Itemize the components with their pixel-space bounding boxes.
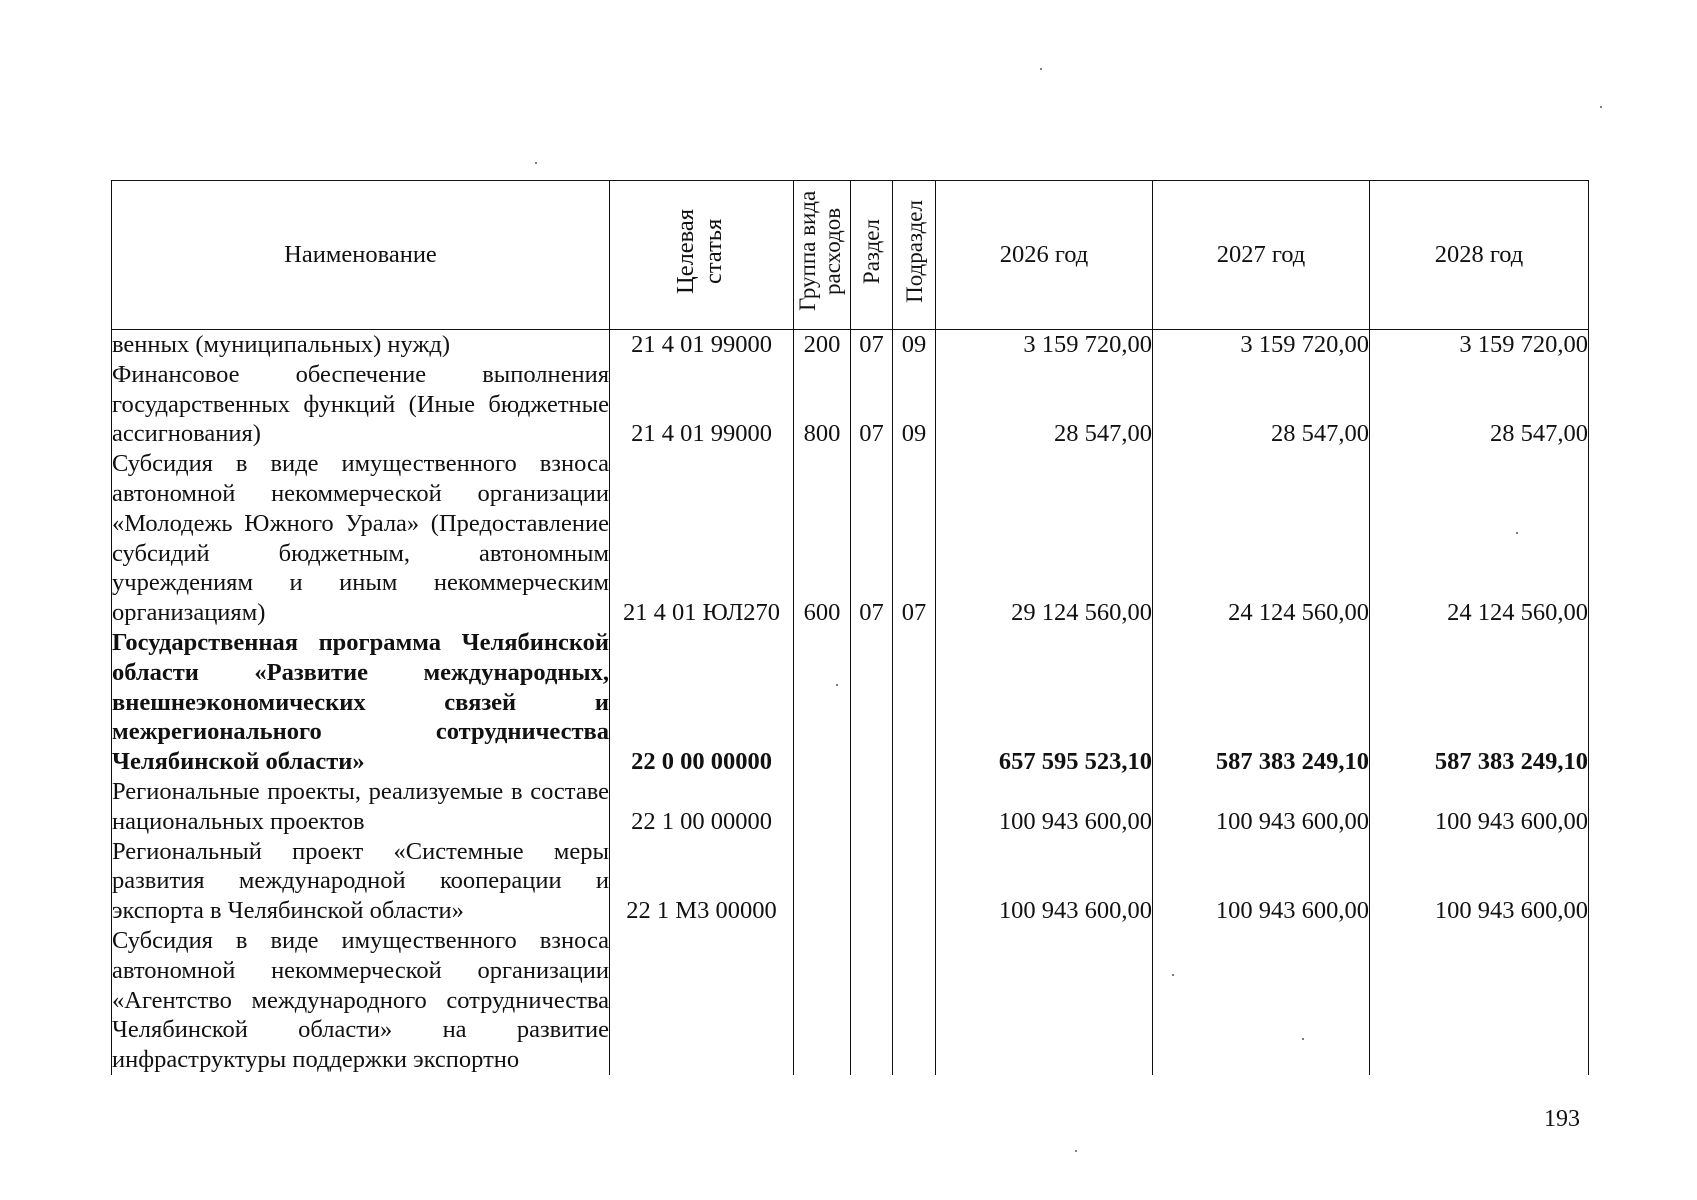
cell-amount-2026: 657 595 523,10 xyxy=(936,628,1153,777)
cell-subsection xyxy=(893,837,936,926)
table-row xyxy=(112,926,1589,1075)
cell-name: Субсидия в виде имущественного взноса автономной некоммерческой организации «Агентство международного сотрудничества Челябинской области» на развитие инфраструктуры поддержки экспортно xyxy=(112,926,609,1074)
cell-subsection xyxy=(893,777,936,837)
table-body xyxy=(112,330,1589,1075)
cell-amount-2026: 100 943 600,00 xyxy=(936,837,1153,926)
header-target-article: Целевая статья xyxy=(610,181,794,330)
cell-name: Государственная программа Челябинской области «Развитие международных, внешнеэкономических связей и межрегионального сотрудничества Челябинской области» xyxy=(112,628,609,776)
cell-amount-2027: 100 943 600,00 xyxy=(1153,777,1370,837)
header-year-2026: 2026 год xyxy=(936,181,1153,330)
scan-speck xyxy=(535,162,537,164)
cell-amount-2027: 24 124 560,00 xyxy=(1153,449,1370,628)
cell-section: 07 xyxy=(851,449,893,628)
cell-amount-2028: 100 943 600,00 xyxy=(1370,837,1589,926)
scan-speck xyxy=(1172,974,1174,976)
cell-amount-2028: 28 547,00 xyxy=(1370,360,1589,449)
cell-name: Субсидия в виде имущественного взноса автономной некоммерческой организации «Молодежь Южного Урала» (Предоставление субсидий бюджетным, автономным учреждениям и иным некоммерческим организациям) xyxy=(112,450,609,627)
cell-amount-2026: 29 124 560,00 xyxy=(936,449,1153,628)
table-row xyxy=(112,330,1589,360)
cell-amount-2028: 587 383 249,10 xyxy=(1370,628,1589,777)
scan-speck xyxy=(836,684,838,686)
cell-amount-2027: 587 383 249,10 xyxy=(1153,628,1370,777)
cell-name: Региональные проекты, реализуемые в составе национальных проектов xyxy=(112,777,609,835)
cell-name: Региональный проект «Системные меры развития международной кооперации и экспорта в Челябинской области» xyxy=(112,837,609,925)
scan-speck xyxy=(1075,1150,1077,1152)
cell-expense-group xyxy=(794,926,851,1075)
page-number: 193 xyxy=(1544,1106,1580,1132)
scan-speck xyxy=(1600,106,1602,108)
cell-amount-2026: 28 547,00 xyxy=(936,360,1153,449)
scan-speck xyxy=(1040,68,1042,70)
cell-amount-2028: 100 943 600,00 xyxy=(1370,777,1589,837)
table-row xyxy=(112,777,1589,837)
cell-name: венных (муниципальных) нужд) xyxy=(112,330,610,360)
cell-expense-group: 800 xyxy=(794,360,851,449)
cell-target-article: 21 4 01 ЮЛ270 xyxy=(610,449,794,628)
cell-amount-2028 xyxy=(1370,926,1589,1075)
scan-speck xyxy=(1302,1038,1304,1040)
table-row xyxy=(112,837,1589,926)
cell-amount-2026 xyxy=(936,926,1153,1075)
cell-target-article: 22 1 М3 00000 xyxy=(610,837,794,926)
header-year-2028: 2028 год xyxy=(1370,181,1589,330)
cell-section xyxy=(851,926,893,1075)
cell-amount-2026: 3 159 720,00 xyxy=(936,330,1153,360)
cell-amount-2028: 3 159 720,00 xyxy=(1370,330,1589,360)
cell-expense-group: 200 xyxy=(794,330,851,360)
table-row xyxy=(112,628,1589,777)
cell-name: Финансовое обеспечение выполнения государственных функций (Иные бюджетные ассигнования) xyxy=(112,360,609,448)
cell-target-article: 22 1 00 00000 xyxy=(610,777,794,837)
table-row xyxy=(112,449,1589,628)
cell-amount-2027: 100 943 600,00 xyxy=(1153,837,1370,926)
cell-amount-2027 xyxy=(1153,926,1370,1075)
cell-expense-group xyxy=(794,837,851,926)
cell-section xyxy=(851,628,893,777)
cell-target-article: 21 4 01 99000 xyxy=(610,330,794,360)
cell-section xyxy=(851,777,893,837)
cell-section: 07 xyxy=(851,330,893,360)
cell-subsection xyxy=(893,628,936,777)
header-subsection: Подраздел xyxy=(893,181,936,330)
header-name: Наименование xyxy=(112,181,610,330)
cell-expense-group xyxy=(794,628,851,777)
cell-section: 07 xyxy=(851,360,893,449)
cell-target-article: 22 0 00 00000 xyxy=(610,628,794,777)
cell-amount-2027: 3 159 720,00 xyxy=(1153,330,1370,360)
cell-subsection: 09 xyxy=(893,330,936,360)
cell-target-article xyxy=(610,926,794,1075)
cell-expense-group xyxy=(794,777,851,837)
header-year-2027: 2027 год xyxy=(1153,181,1370,330)
cell-amount-2026: 100 943 600,00 xyxy=(936,777,1153,837)
table-row xyxy=(112,360,1589,449)
cell-subsection: 07 xyxy=(893,449,936,628)
cell-amount-2027: 28 547,00 xyxy=(1153,360,1370,449)
cell-amount-2028: 24 124 560,00 xyxy=(1370,449,1589,628)
budget-table xyxy=(111,180,1589,1075)
cell-section xyxy=(851,837,893,926)
cell-expense-group: 600 xyxy=(794,449,851,628)
header-section: Раздел xyxy=(851,181,893,330)
cell-subsection: 09 xyxy=(893,360,936,449)
scan-speck xyxy=(1516,532,1518,534)
header-expense-group: Группа вида расходов xyxy=(794,181,851,330)
cell-target-article: 21 4 01 99000 xyxy=(610,360,794,449)
table-header-row xyxy=(112,181,1589,330)
cell-subsection xyxy=(893,926,936,1075)
